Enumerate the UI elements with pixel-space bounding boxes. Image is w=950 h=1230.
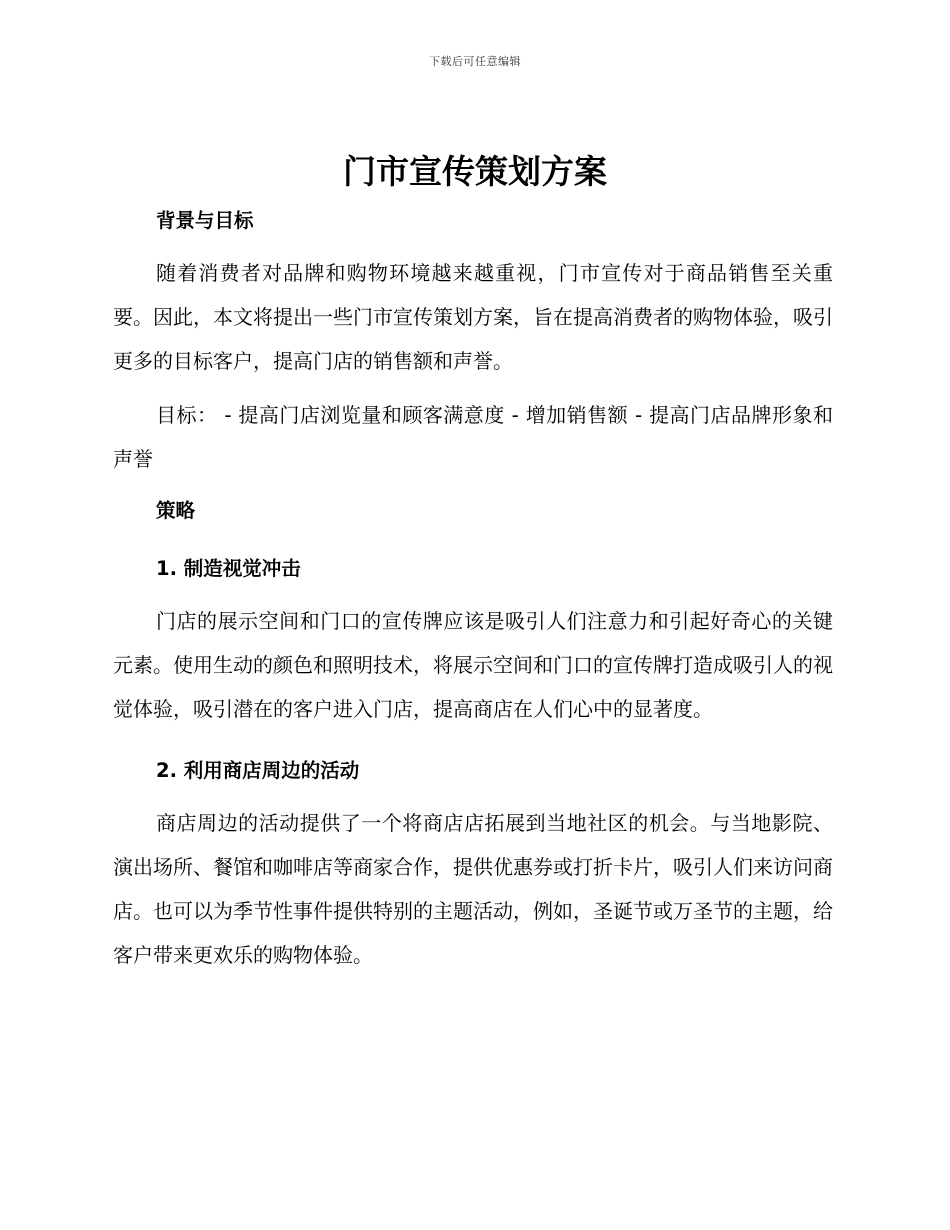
document-body bbox=[113, 203, 833, 977]
subsection-heading-surrounding-activities: 2. 利用商店周边的活动 bbox=[156, 759, 360, 782]
paragraph-visual-impact: 门店的展示空间和门口的宣传牌应该是吸引人们注意力和引起好奇心的关键元素。使用生动的颜色和照明技术，将展示空间和门口的宣传牌打造成吸引人的视觉体验，吸引潜在的客户进入门店，提高商店在人们心中的显著度。 bbox=[113, 609, 833, 721]
section-heading-strategy: 策略 bbox=[156, 499, 196, 522]
paragraph-surrounding-activities: 商店周边的活动提供了一个将商店店拓展到当地社区的机会。与当地影院、演出场所、餐馆和咖啡店等商家合作，提供优惠券或打折卡片，吸引人们来访问商店。也可以为季节性事件提供特别的主题活动，例如，圣诞节或万圣节的主题，给客户带来更欢乐的购物体验。 bbox=[113, 811, 833, 967]
page-header-note: 下载后可任意编辑 bbox=[429, 55, 521, 68]
subsection-heading-visual-impact: 1. 制造视觉冲击 bbox=[156, 557, 301, 580]
paragraph-goals: 目标： - 提高门店浏览量和顾客满意度 - 增加销售额 - 提高门店品牌形象和声誉 bbox=[113, 403, 833, 471]
section-heading-background: 背景与目标 bbox=[156, 209, 254, 232]
paragraph-background: 随着消费者对品牌和购物环境越来越重视，门市宣传对于商品销售至关重要。因此，本文将提出一些门市宣传策划方案，旨在提高消费者的购物体验，吸引更多的目标客户，提高门店的销售额和声誉。 bbox=[113, 261, 833, 373]
document-title: 门市宣传策划方案 bbox=[343, 152, 607, 191]
